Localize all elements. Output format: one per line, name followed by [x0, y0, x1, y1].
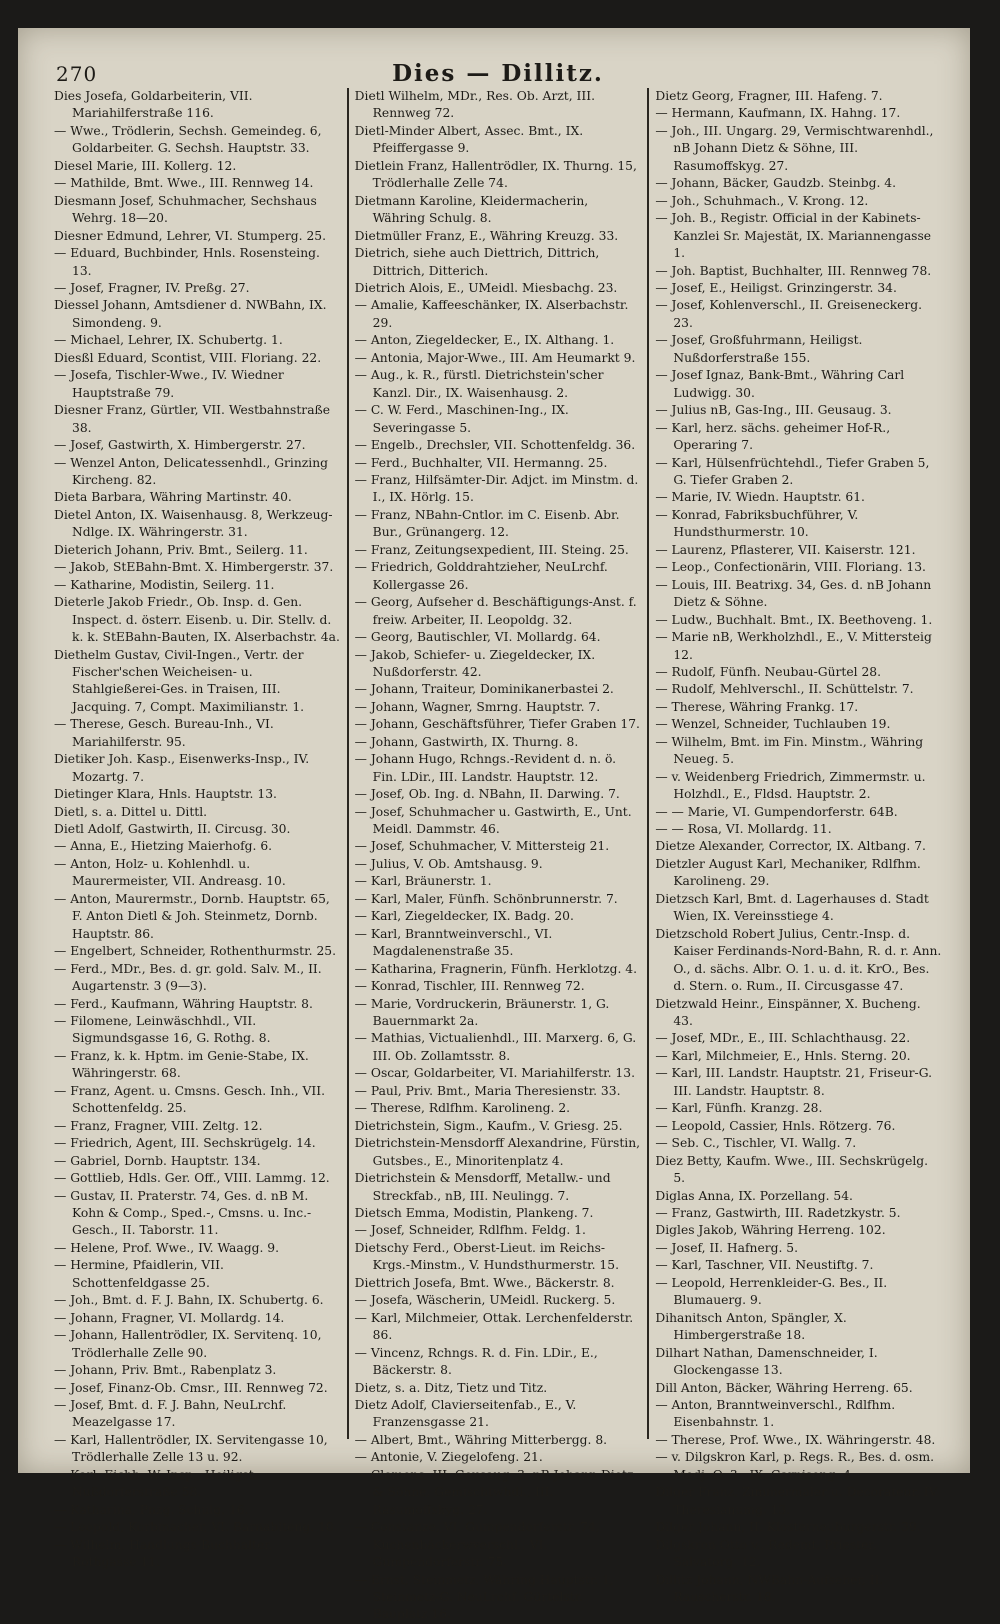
directory-entry: — Clemens, III. Geusaug. 3, nB Johann Dietz & Söhne, Gemischtwhdl., III. Rasumoffskyg. 27.	[354, 1467, 634, 1517]
directory-entry: Dietiker Joh. Kasp., Eisenwerks-Insp., IV. Mozartg. 7.	[54, 752, 310, 784]
directory-entry: — Ferd., Kaufmann, Währing Hauptstr. 8.	[54, 996, 313, 1011]
directory-entry: — Karl, Milchmeier, Ottak. Lerchenfelderstr. 86.	[354, 1310, 634, 1343]
directory-entry: — Josef, Schuhmacher u. Gastwirth, E., Unt. Meidl. Dammstr. 46.	[354, 804, 632, 837]
directory-page	[18, 28, 970, 1622]
directory-column-2	[347, 88, 648, 1622]
directory-entry: — Julius nB, Gas-Ing., III. Geusaug. 3.	[655, 403, 892, 418]
directory-columns	[48, 88, 948, 1622]
directory-entry: — Gustav, II. Praterstr. 74, Ges. d. nB M. Kohn & Comp., Sped.-, Cmsns. u. Inc.-Gesch., II. Taborstr. 11.	[54, 1188, 312, 1238]
directory-entry: — Friedrich, Golddrahtzieher, NeuLrchf. Kollergasse 26.	[354, 560, 608, 592]
directory-entry: — Rudolf, Fünfh. Neubau-Gürtel 28.	[655, 664, 881, 679]
directory-entry: — Mathias, Victualienhdl., III. Marxerg. 6, G. III. Ob. Zollamtsstr. 8.	[354, 1031, 637, 1063]
directory-entry: — Josef, Ob. Ing. d. NBahn, II. Darwing. 7.	[354, 787, 620, 802]
directory-entry: — Katharina, Pnzg. Schulg. 16.	[54, 1502, 249, 1517]
directory-entry: — Anton, Holz- u. Kohlenhdl. u. Maurermeister, VII. Andreasg. 10.	[54, 856, 286, 889]
directory-entry: — Karl, Hallentrödler, IX. Servitengasse 10, Trödlerhalle Zelle 13 u. 92.	[54, 1432, 328, 1465]
directory-entry: — Seb. C., Tischler, VI. Wallg. 7.	[655, 1136, 857, 1151]
directory-entry: — Karl, Fünfh. Kranzg. 28.	[655, 1101, 823, 1116]
directory-entry: — Karl, Milchmeier, E., Hnls. Sterng. 20.	[655, 1048, 911, 1063]
directory-entry: — Constanze, VI. Gumpendorferstr. 74, Kuchenbäckerwverschl., VI. Gumpendorferstr. 75.	[354, 1520, 600, 1570]
directory-entry: — Josef, E., Heiligst. Grinzingerstr. 34.	[655, 280, 897, 295]
directory-entry: — Joh. Baptist, Buchhalter, III. Rennweg 78.	[655, 263, 932, 278]
directory-entry: — — Marie, VI. Gumpendorferstr. 64B.	[655, 804, 898, 819]
directory-entry: — Friedrich, Agent, III. Sechskrügelg. 14.	[54, 1136, 316, 1151]
directory-entry: Dietlein Franz, Hallentrödler, IX. Thurng. 15, Trödlerhalle Zelle 74.	[354, 158, 637, 191]
directory-entry: Dilgskron Otto v., Redemt. Priester, Salvatorg. 12.	[655, 1537, 877, 1570]
directory-entry: Diesßl Eduard, Scontist, VIII. Floriang. 22.	[54, 350, 322, 365]
directory-entry: — Leop., Confectionärin, VIII. Floriang. 13.	[655, 560, 926, 575]
directory-entry: — Antonia, Major-Wwe., III. Am Heumarkt 9.	[354, 350, 636, 365]
directory-entry: Dietz Georg, Fragner, III. Hafeng. 7.	[655, 89, 883, 103]
directory-entry: Dietrichstein-Mensdorff Alexandrine, Fürstin, Gutsbes., E., Minoritenplatz 4.	[354, 1136, 641, 1168]
directory-column-1	[48, 88, 347, 1570]
directory-entry: — Josef, Großfuhrmann, Heiligst. Nußdorferstraße 155.	[655, 333, 863, 365]
directory-entry: — Marie, Vordruckerin, Bräunerstr. 1, G. Bauernmarkt 2a.	[354, 996, 610, 1029]
directory-entry: Diessel Johann, Amtsdiener d. NWBahn, IX. Simondeng. 9.	[54, 298, 327, 330]
directory-entry: — Josef, Gastwirth, X. Himbergerstr. 27.	[54, 438, 306, 453]
directory-entry: Dietl Adolf, Gastwirth, II. Circusg. 30.	[54, 822, 291, 837]
directory-entry: Dietzler August Karl, Mechaniker, Rdlfhm. Karolineng. 29.	[655, 856, 921, 889]
directory-entry: — Katharine, Modistin, Seilerg. 11.	[54, 577, 275, 592]
directory-entry: Diesner Edmund, Lehrer, VI. Stumperg. 25.	[54, 228, 327, 243]
directory-entry: — Johann, Hallentrödler, IX. Servitenq. 10, Trödlerhalle Zelle 90.	[54, 1328, 322, 1360]
directory-entry: — Albert, Bmt., Währing Mitterbergg. 8.	[354, 1432, 608, 1447]
directory-entry: Dietsch Emma, Modistin, Plankeng. 7.	[354, 1206, 594, 1220]
directory-entry: Dihanitsch Anton, Spängler, X. Himbergerstraße 18.	[655, 1310, 847, 1343]
directory-entry: — Ludw., Buchhalt. Bmt., IX. Beethoveng. 1.	[655, 612, 933, 627]
directory-entry: — Josefa, Wäscherin, UMeidl. Ruckerg. 5.	[354, 1293, 616, 1308]
directory-entry: — Michael, Lehrer, IX. Schubertg. 1.	[54, 333, 283, 348]
directory-entry: Diglas Anna, IX. Porzellang. 54.	[655, 1188, 853, 1203]
directory-entry: — Joh., III. Ungarg. 29, Vermischtwarenhdl., nB Johann Dietz & Söhne, III. Rasumoffskyg. 27.	[655, 123, 934, 173]
directory-entry: — Johann, Priv. Bmt., Rabenplatz 3.	[54, 1363, 277, 1378]
directory-entry: — Eduard, Buchbinder, Hnls. Rosensteing. 13.	[54, 246, 320, 278]
directory-entry: — Therese, Prof. Wwe., IX. Währingerstr. 48.	[655, 1432, 936, 1447]
directory-entry: — Franz, Hilfsämter-Dir. Adjct. im Minstm. d. I., IX. Hörlg. 15.	[354, 472, 639, 505]
directory-entry: — Josef, Schuhmacher, V. Mittersteig 21.	[354, 839, 610, 854]
directory-entry: — Wenzel, Schneider, Tuchlauben 19.	[655, 717, 891, 732]
directory-entry: — Ernst, Steinmetz, Währing Hauptstr. 1, Steinmetz-G. NeuLrchf. Gürtelstr. Bauplatz 16.	[354, 1572, 614, 1622]
directory-entry: — Johann, Traiteur, Dominikanerbastei 2.	[354, 682, 614, 697]
directory-entry: Diez Betty, Kaufm. Wwe., III. Sechskrügelg. 5.	[655, 1153, 929, 1186]
directory-entry: — — Rosa, VI. Mollardg. 11.	[655, 822, 832, 837]
directory-column-3	[647, 88, 948, 1604]
directory-entry: — Konrad, Fabriksbuchführer, V. Hundsthurmerstr. 10.	[655, 507, 859, 540]
directory-entry: Dietzwald Heinr., Einspänner, X. Bucheng. 43.	[655, 996, 921, 1029]
directory-entry: — Joh. B., Registr. Official in der Kabinets-Kanzlei Sr. Majestät, IX. Mariannengasse 1.	[655, 211, 932, 261]
directory-entry: — Franz, Gastwirth, III. Radetzkystr. 5.	[655, 1206, 901, 1220]
directory-entry: — Josef, Finanz-Ob. Cmsr., III. Rennweg 72.	[54, 1380, 328, 1395]
directory-entry: Dietl-Minder Albert, Assec. Bmt., IX. Pfeiffergasse 9.	[354, 123, 584, 156]
directory-entry: Dietl Wilhelm, MDr., Res. Ob. Arzt, III. Rennweg 72.	[354, 89, 596, 121]
directory-entry: — Wilhelm, Bmt. im Fin. Minstm., Währing Neueg. 5.	[655, 734, 924, 767]
directory-entry: — Franz, k. k. Hptm. im Genie-Stabe, IX. Währingerstr. 68.	[54, 1048, 309, 1081]
directory-entry: — Engelb., Drechsler, VII. Schottenfeldg. 36.	[354, 438, 636, 453]
directory-entry: — Ferd., MDr., Bes. d. gr. gold. Salv. M., II. Augartenstr. 3 (9—3).	[54, 961, 322, 994]
directory-entry: — Therese, Gesch. Bureau-Inh., VI. Mariahilferstr. 95.	[54, 717, 274, 749]
directory-entry: Dietz, s. a. Ditz, Tietz und Titz.	[354, 1380, 548, 1395]
directory-entry: Dillitz Johann, NWBahn-Aufseher, II. Rauscherstr. 18.	[655, 1572, 884, 1604]
directory-entry: — Leopold, Herrenkleider-G. Bes., II. Blumauerg. 9.	[655, 1275, 888, 1308]
directory-entry: — Johann, Geschäftsführer, Tiefer Graben 17.	[354, 717, 640, 732]
directory-entry: — Leopold, Cassier, Hnls. Rötzerg. 76.	[655, 1118, 896, 1133]
running-head: Dies — Dillitz.	[392, 60, 604, 87]
directory-entry: — Josef, Kohlenverschl., II. Greiseneckerg. 23.	[655, 298, 923, 330]
directory-entry: — Marie, IV. Wiedn. Hauptstr. 61.	[655, 490, 865, 505]
directory-entry: — Therese, Währing Frankg. 17.	[655, 699, 859, 714]
directory-entry: — Karl, Branntweinverschl., VI. Magdalenenstraße 35.	[354, 926, 553, 959]
directory-entry: — Johann, Fragner, VI. Mollardg. 14.	[54, 1310, 285, 1325]
directory-entry: — Ferd., Buchhalter, VII. Hermanng. 25.	[354, 455, 608, 470]
directory-entry: — Georg, Aufseher d. Beschäftigungs-Anst. f. freiw. Arbeiter, II. Leopoldg. 32.	[354, 595, 637, 627]
directory-entry: — Karl, III. Landstr. Hauptstr. 21, Friseur-G. III. Landstr. Hauptstr. 8.	[655, 1066, 932, 1098]
directory-entry: Diethelm Gustav, Civil-Ingen., Vertr. der Fischer'schen Weicheisen- u. Stahlgießerei-Ges. in Traisen, III. Jacquing. 7, Compt. Maximilianstr. 1.	[54, 647, 305, 714]
directory-entry: — v. Dilgskron Karl, p. Regs. R., Bes. d. osm. Medj. O. 3., IX. Garnisong. 4.	[655, 1450, 935, 1482]
directory-entry: — Hermann, Kaufmann, IX. Hahng. 17.	[655, 106, 901, 121]
directory-entry: Digles Jakob, Währing Herreng. 102.	[655, 1223, 886, 1238]
directory-entry: — Joh., Schuhmach., V. Krong. 12.	[655, 193, 869, 208]
directory-entry: Dietel Anton, IX. Waisenhausg. 8, Werkzeug-Ndlge. IX. Währingerstr. 31.	[54, 507, 333, 540]
directory-entry: — Marie nB, Werkholzhdl., E., V. Mittersteig 12.	[655, 630, 932, 662]
directory-entry: — Jakob, StEBahn-Bmt. X. Himbergerstr. 37.	[54, 560, 334, 575]
directory-entry: Diesner Franz, Gürtler, VII. Westbahnstraße 38.	[54, 403, 331, 435]
directory-entry: — Rudolf, Mehlverschl., II. Schüttelstr. 7.	[655, 682, 914, 697]
directory-entry: — Leopold, Korbmacher, VI. Barnabiteng. 10.	[54, 1520, 338, 1535]
directory-entry: — Johann, Gastwirth, IX. Thurng. 8.	[354, 734, 579, 749]
directory-entry: — Franz, NBahn-Cntlor. im C. Eisenb. Abr. Bur., Grünangerg. 12.	[354, 507, 620, 540]
directory-entry: Dietz Adolf, Clavierseitenfab., E., V. Franzensgasse 21.	[354, 1397, 577, 1430]
directory-entry: Dietzsch Karl, Bmt. d. Lagerhauses d. Stadt Wien, IX. Vereinsstiege 4.	[655, 891, 929, 924]
directory-entry: — Franz, Fragner, VIII. Zeltg. 12.	[54, 1118, 263, 1133]
directory-entry: — Josef, Bmt. d. F. J. Bahn, NeuLrchf. Meazelgasse 17.	[54, 1397, 287, 1430]
directory-entry: — Julius, V. Ob. Amtshausg. 9.	[354, 856, 543, 871]
directory-entry: — Paul, Priv. Bmt., Maria Theresienstr. 33.	[354, 1083, 621, 1098]
directory-entry: — Oscar, Goldarbeiter, VI. Mariahilferstr. 13.	[354, 1066, 635, 1081]
directory-entry: — Filomene, Leinwäschhdl., VII. Sigmundsgasse 16, G. Rothg. 8.	[54, 1014, 271, 1046]
directory-entry: Dilger Johann, II. Klosterneuburgerstr. 39.	[655, 1520, 921, 1535]
directory-entry: — Johann, Bäcker, Gaudzb. Steinbg. 4.	[655, 176, 897, 191]
directory-entry: — Aug., k. R., fürstl. Dietrichstein'scher Kanzl. Dir., IX. Waisenhausg. 2.	[354, 368, 604, 400]
directory-entry: — Karl, herz. sächs. geheimer Hof-R., Operaring 7.	[655, 420, 891, 453]
directory-entry: Dieta Barbara, Währing Martinstr. 40.	[54, 490, 292, 505]
page-number: 270	[56, 62, 98, 86]
directory-entry: Dietmüller Franz, E., Währing Kreuzg. 33.	[354, 228, 619, 243]
directory-entry: — Gottlieb, Hdls. Ger. Off., VIII. Lammg. 12.	[54, 1171, 330, 1186]
directory-entry: — Karl, Taschner, VII. Neustiftg. 7.	[655, 1258, 874, 1273]
directory-entry: — Anton, Ziegeldecker, E., IX. Althang. 1.	[354, 333, 615, 348]
directory-entry: — Josef Ignaz, Bank-Bmt., Währing Carl Ludwigg. 30.	[655, 368, 905, 400]
directory-entry: — Hermine, Pfaidlerin, VII. Schottenfeldgasse 25.	[54, 1258, 224, 1290]
directory-entry: — Anton, Maurermstr., Dornb. Hauptstr. 65, F. Anton Dietl & Joh. Steinmetz, Dornb. Hauptstr. 86.	[54, 891, 330, 941]
directory-entry: — Karl, Ziegeldecker, IX. Badg. 20.	[354, 909, 574, 924]
directory-entry: Dietrichstein & Mensdorff, Metallw.- und Streckfab., nB, III. Neulingg. 7.	[354, 1171, 611, 1203]
directory-entry: Dietmann Karoline, Kleidermacherin, Währing Schulg. 8.	[354, 193, 589, 226]
directory-entry: Diettrich Josefa, Bmt. Wwe., Bäckerstr. 8.	[354, 1275, 615, 1290]
directory-entry: Dietze Alexander, Corrector, IX. Altbang. 7.	[655, 839, 926, 854]
directory-entry: — Franz, Agent. u. Cmsns. Gesch. Inh., VII. Schottenfeldg. 25.	[54, 1083, 325, 1116]
directory-entry: — Wilhelm, Handlungs-Buchhalter, Rothgasse 11.	[54, 1537, 273, 1570]
directory-entry: Dies Josefa, Goldarbeiterin, VII. Mariahilferstraße 116.	[54, 89, 253, 121]
directory-entry: — Antonie, V. Ziegelofeng. 21.	[354, 1450, 543, 1465]
directory-entry: — Johann Hugo, Rchngs.-Revident d. n. ö. Fin. LDir., III. Landstr. Hauptstr. 12.	[354, 752, 617, 784]
directory-entry: — Karl, Hülsenfrüchtehdl., Tiefer Graben 5, G. Tiefer Graben 2.	[655, 455, 930, 487]
directory-entry: Dietl, s. a. Dittel u. Dittl.	[54, 804, 208, 819]
directory-entry: Dietschy Ferd., Oberst-Lieut. im Reichs-Krgs.-Minstm., V. Hundsthurmerstr. 15.	[354, 1240, 619, 1273]
directory-entry: — Josefa, Tischler-Wwe., IV. Wiedner Hauptstraße 79.	[54, 368, 284, 400]
directory-entry: — Helene, Prof. Wwe., IV. Waagg. 9.	[54, 1240, 280, 1255]
directory-entry: Dietrich Alois, E., UMeidl. Miesbachg. 23.	[354, 280, 618, 295]
directory-entry: — Karl, Bräunerstr. 1.	[354, 874, 492, 889]
directory-entry: — Anna, E., Hietzing Maierhofg. 6.	[54, 839, 273, 854]
directory-entry: — Vincenz, Rchngs. R. d. Fin. LDir., E., Bäckerstr. 8.	[354, 1345, 598, 1378]
directory-entry: — Franz, Zeitungsexpedient, III. Steing. 25.	[354, 542, 629, 557]
directory-entry: Dietrichstein, Sigm., Kaufm., V. Griesg. 25.	[354, 1118, 623, 1133]
directory-entry: — Engelbert, Schneider, Rothenthurmstr. 25.	[54, 944, 337, 959]
directory-entry: — Gabriel, Dornb. Hauptstr. 134.	[54, 1153, 261, 1168]
directory-entry: Dietrich, siehe auch Diettrich, Dittrich, Dittrich, Ditterich.	[354, 246, 600, 278]
directory-entry: Dietinger Klara, Hnls. Hauptstr. 13.	[54, 787, 277, 802]
directory-entry: — v. Weidenberg Friedrich, Zimmermstr. u. Holzhdl., E., Fldsd. Hauptstr. 2.	[655, 769, 926, 802]
directory-entry: — Amalie, Kaffeeschänker, IX. Alserbachstr. 29.	[354, 298, 629, 330]
directory-entry: — Karl, Eichb. W. Insp., Heiligst. Nußdorferstraße 58.	[54, 1467, 258, 1500]
directory-entry: — Joh., Bmt. d. F. J. Bahn, IX. Schubertg. 6.	[54, 1293, 324, 1308]
directory-entry: — Konrad, Tischler, III. Rennweg 72.	[354, 979, 585, 994]
directory-entry: — Louis, III. Beatrixg. 34, Ges. d. nB Johann Dietz & Söhne.	[655, 577, 932, 610]
directory-entry: Dietzschold Robert Julius, Centr.-Insp. d. Kaiser Ferdinands-Nord-Bahn, R. d. r. Ann. O., d. sächs. Albr. O. 1. u. d. it. KrO., Bes. d. Stern. o. Rum., II. Circusgasse 47.	[655, 926, 942, 994]
directory-entry: Dieterle Jakob Friedr., Ob. Insp. d. Gen. Inspect. d. österr. Eisenb. u. Dir. Stellv. d. k. k. StEBahn-Bauten, IX. Alserbachstr. 4a.	[54, 595, 340, 645]
directory-entry: — C. W. Ferd., Maschinen-Ing., IX. Severingasse 5.	[354, 403, 569, 435]
directory-entry: Dilhart Nathan, Damenschneider, I. Glockengasse 13.	[655, 1345, 878, 1378]
directory-entry: — Johann, Wagner, Smrng. Hauptstr. 7.	[354, 699, 601, 714]
directory-entry: — Laurenz, Pflasterer, VII. Kaiserstr. 121.	[655, 542, 916, 557]
directory-entry: Dilger Franz, Zimmermaler u. Decorateur, IV. Theresianumg. 13.	[655, 1485, 940, 1517]
directory-entry: — Karl, Maler, Fünfh. Schönbrunnerstr. 7.	[354, 891, 618, 906]
directory-entry: — Josef, Schneider, Rdlfhm. Feldg. 1.	[354, 1223, 586, 1238]
directory-entry: — Mathilde, Bmt. Wwe., III. Rennweg 14.	[54, 176, 314, 191]
directory-entry: — Anton, Branntweinverschl., Rdlfhm. Eisenbahnstr. 1.	[655, 1397, 896, 1430]
directory-entry: — Jakob, Schiefer- u. Ziegeldecker, IX. Nußdorferstr. 42.	[354, 647, 596, 679]
directory-entry: — Therese, Rdlfhm. Karolineng. 2.	[354, 1101, 571, 1116]
directory-entry: Dieterich Johann, Priv. Bmt., Seilerg. 11.	[54, 542, 308, 557]
directory-entry: Dill Anton, Bäcker, Währing Herreng. 65.	[655, 1380, 913, 1395]
directory-entry: — Katharina, Fragnerin, Fünfh. Herklotzg. 4.	[354, 961, 637, 976]
directory-entry: Diesmann Josef, Schuhmacher, Sechshaus Wehrg. 18—20.	[54, 193, 317, 226]
directory-entry: — Wenzel Anton, Delicatessenhdl., Grinzing Kircheng. 82.	[54, 455, 328, 487]
directory-entry: — Josef, MDr., E., III. Schlachthausg. 22.	[655, 1031, 911, 1046]
directory-entry: — Georg, Bautischler, VI. Mollardg. 64.	[354, 630, 601, 645]
directory-entry: — Josef, II. Hafnerg. 5.	[655, 1240, 799, 1255]
directory-entry: — Josef, Fragner, IV. Preßg. 27.	[54, 280, 250, 295]
directory-entry: — Wwe., Trödlerin, Sechsh. Gemeindeg. 6, Goldarbeiter. G. Sechsh. Hauptstr. 33.	[54, 123, 322, 156]
directory-entry: Diesel Marie, III. Kollerg. 12.	[54, 158, 237, 173]
